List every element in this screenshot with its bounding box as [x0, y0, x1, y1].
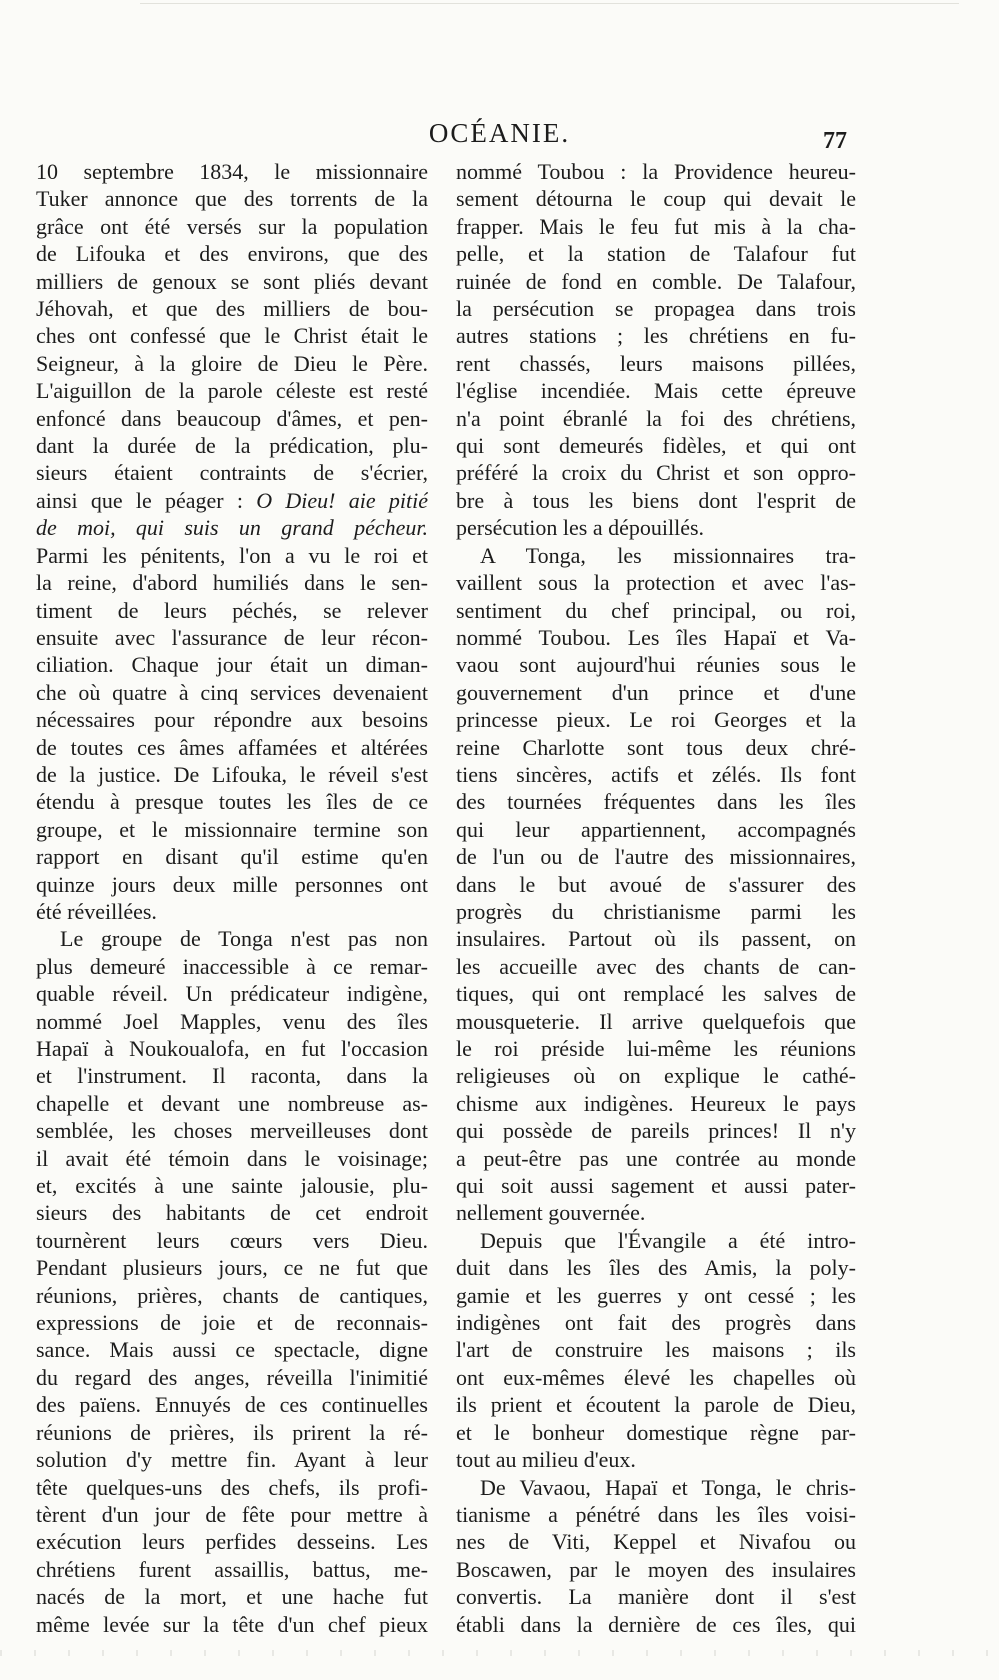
text-line: timent de leurs péchés, se relever [36, 597, 428, 623]
text-line: ruinée de fond en comble. De Talafour, [456, 268, 856, 294]
text-line-mixed [36, 487, 428, 514]
text-line: che où quatre à cinq services devenaient [36, 679, 428, 705]
text-line: autres stations ; les chrétiens en fu- [456, 323, 856, 349]
text-line-italic [36, 514, 428, 541]
text-line: de la justice. De Lifouka, le réveil s'est [36, 761, 428, 787]
text-line: sement détourna le coup qui devait le [456, 186, 856, 212]
text-line: nommé Toubou. Les îles Hapaï et Va- [456, 624, 856, 650]
text-line: plus demeuré inaccessible à ce remar- [36, 953, 428, 979]
text-line: qui possède de pareils princes! Il n'y [456, 1118, 856, 1144]
text-line: l'art de construire les maisons ; ils [456, 1337, 856, 1363]
text-line: et l'instrument. Il raconta, dans la [36, 1063, 428, 1089]
text-line: ciliation. Chaque jour était un diman- [36, 652, 428, 678]
text-line: convertis. La manière dont il s'est [456, 1584, 856, 1610]
italic-quote: qui suis un grand pécheur. [135, 515, 428, 541]
text-line: ils prient et écoutent la parole de Dieu, [456, 1392, 856, 1418]
text-line: nellement gouvernée. [456, 1200, 646, 1226]
text-line: expressions de joie et de reconnais- [36, 1310, 428, 1336]
text-line: Depuis que l'Évangile a été intro- [480, 1227, 856, 1253]
text-line: réunions de prières, ils prirent la ré- [36, 1419, 428, 1445]
text-line: A Tonga, les missionnaires tra- [480, 542, 856, 568]
text-line: et le bonheur domestique règne par- [456, 1419, 856, 1445]
text-line: tèrent d'un jour de fête pour mettre à [36, 1501, 428, 1527]
text-line: dant la durée de la prédication, plu- [36, 433, 428, 459]
text-line: rapport en disant qu'il estime qu'en [36, 844, 428, 870]
text-line: solution d'y mettre fin. Ayant à leur [36, 1447, 428, 1473]
text-line: duit dans les îles des Amis, la poly- [456, 1255, 856, 1281]
text-line: quable réveil. Un prédicateur indigène, [36, 981, 428, 1007]
text-line: Boscawen, par le moyen des insulaires [456, 1556, 856, 1582]
text-line: grâce ont été versés sur la population [36, 213, 428, 239]
text-line: des païens. Ennuyés de ces continuelles [36, 1392, 428, 1418]
scan-artifact-dots [0, 1650, 999, 1656]
text-line: exécution leurs perfides desseins. Les [36, 1529, 428, 1555]
text-line: quinze jours deux mille personnes ont [36, 871, 428, 897]
text-line: nécessaires pour répondre aux besoins [36, 707, 428, 733]
text-line: reine Charlotte sont tous deux chré- [456, 734, 856, 760]
text-line: Jéhovah, et que des milliers de bou- [36, 296, 428, 322]
text-line: préféré la croix du Christ et son oppro- [456, 460, 856, 486]
text-line: vaou sont aujourd'hui réunies sous le [456, 652, 856, 678]
text-line: nes de Viti, Keppel et Nivafou ou [456, 1529, 856, 1555]
text-line: religieuses où on explique le cathé- [456, 1063, 856, 1089]
text-line: nommé Joel Mapples, venu des îles [36, 1008, 428, 1034]
text-line: semblée, les choses merveilleuses dont [36, 1118, 428, 1144]
text-line: ches ont confessé que le Christ était le [36, 323, 428, 349]
text-line: De Vavaou, Hapaï et Tonga, le chris- [480, 1474, 856, 1500]
text-line: Parmi les pénitents, l'on a vu le roi et [36, 542, 428, 568]
text-line: les accueille avec des chants de can- [456, 953, 856, 979]
text-line: indigènes ont fait des progrès dans [456, 1310, 856, 1336]
text-line: progrès du christianisme parmi les [456, 898, 856, 924]
text-line: chisme aux indigènes. Heureux le pays [456, 1090, 856, 1116]
running-header: OCÉANIE. [428, 118, 571, 148]
text-line: enfoncé dans beaucoup d'âmes, et pen- [36, 405, 428, 431]
text-line: de toutes ces âmes affamées et altérées [36, 734, 428, 760]
text-line: ensuite avec l'assurance de leur récon- [36, 624, 428, 650]
text-line: réunions, prières, chants de cantiques, [36, 1282, 428, 1308]
text-line: des tournées fréquentes dans les îles [456, 789, 856, 815]
text-line: vaillent sous la protection et avec l'as- [456, 570, 856, 596]
text-line: insulaires. Partout où ils passent, on [456, 926, 856, 952]
text-line: qui soit aussi sagement et aussi pater- [456, 1173, 856, 1199]
text-line: établi dans la dernière de ces îles, qui [456, 1611, 856, 1637]
text-line: Le groupe de Tonga n'est pas non [60, 926, 428, 952]
text-line: rent chassés, leurs maisons pillées, [456, 350, 856, 376]
text-line: ont eux-mêmes élevé les chapelles où [456, 1364, 856, 1390]
text-fragment: ainsi que le péager : [36, 487, 257, 513]
text-line: sieurs étaient contraints de s'écrier, [36, 460, 428, 486]
text-line: la reine, d'abord humiliés dans le sen- [36, 570, 428, 596]
italic-quote: de moi, [36, 515, 116, 541]
text-line: tournèrent leurs cœurs vers Dieu. [36, 1227, 428, 1253]
text-line: milliers de genoux se sont pliés devant [36, 268, 428, 294]
text-line: tête quelques-uns des chefs, ils profi- [36, 1474, 428, 1500]
text-line: il avait été témoin dans le voisinage; [36, 1145, 428, 1171]
text-line: nommé Toubou : la Providence heureu- [456, 159, 856, 184]
text-line: étendu à presque toutes les îles de ce [36, 789, 428, 815]
text-line: chrétiens furent assaillis, battus, me- [36, 1556, 428, 1582]
text-line: gamie et les guerres y ont cessé ; les [456, 1282, 856, 1308]
italic-quote: O Dieu! aie pitié [256, 487, 428, 513]
text-line: même levée sur la tête d'un chef pieux [36, 1611, 428, 1637]
text-line: mousqueterie. Il arrive quelquefois que [456, 1008, 856, 1034]
text-line: persécution les a dépouillés. [456, 515, 705, 541]
text-line: a peut-être pas une contrée au monde [456, 1145, 856, 1171]
text-line: et, excités à une sainte jalousie, plu- [36, 1173, 428, 1199]
text-line: bre à tous les biens dont l'esprit de [456, 487, 856, 513]
scan-edge-line [140, 3, 959, 4]
text-line: tianisme a pénétré dans les îles voisi- [456, 1501, 856, 1527]
text-line: été réveillées. [36, 898, 157, 924]
text-line: qui sont demeurés fidèles, et qui ont [456, 433, 856, 459]
text-line: 10 septembre 1834, le missionnaire [36, 159, 428, 184]
text-line: sance. Mais aussi ce spectacle, digne [36, 1337, 428, 1363]
right-column [456, 158, 856, 1638]
text-line: L'aiguillon de la parole céleste est resté [36, 378, 428, 404]
text-line: la persécution se propagea dans trois [456, 296, 856, 322]
text-line: n'a point ébranlé la foi des chrétiens, [456, 405, 856, 431]
text-line: de Lifouka et des environs, que des [36, 241, 428, 267]
text-line: de l'un ou de l'autre des missionnaires, [456, 844, 856, 870]
text-line: Seigneur, à la gloire de Dieu le Père. [36, 350, 428, 376]
left-column [36, 158, 428, 1638]
page-number: 77 [823, 128, 847, 154]
text-line: nacés de la mort, et une hache fut [36, 1584, 428, 1610]
text-line: groupe, et le missionnaire termine son [36, 816, 428, 842]
text-line: du regard des anges, réveilla l'inimitié [36, 1364, 428, 1390]
text-line: sieurs des habitants de cet endroit [36, 1200, 428, 1226]
text-line: tout au milieu d'eux. [456, 1447, 636, 1473]
text-line: gouvernement d'un prince et d'une [456, 679, 856, 705]
text-line: princesse pieux. Le roi Georges et la [456, 707, 856, 733]
text-line: l'église incendiée. Mais cette épreuve [456, 378, 856, 404]
text-line: chapelle et devant une nombreuse as- [36, 1090, 428, 1116]
text-line: tiques, qui ont remplacé les salves de [456, 981, 856, 1007]
text-line: frapper. Mais le feu fut mis à la cha- [456, 213, 856, 239]
text-line: Pendant plusieurs jours, ce ne fut que [36, 1255, 428, 1281]
text-line: pelle, et la station de Talafour fut [456, 241, 856, 267]
text-line: dans le but avoué de s'assurer des [456, 871, 856, 897]
text-line: le roi préside lui-même les réunions [456, 1036, 856, 1061]
text-line: Tuker annonce que des torrents de la [36, 186, 428, 212]
text-line: sentiment du chef principal, ou roi, [456, 597, 856, 623]
text-line: Hapaï à Noukoualofa, en fut l'occasion [36, 1036, 428, 1061]
text-line: qui leur appartiennent, accompagnés [456, 816, 856, 842]
text-line: tiens sincères, actifs et zélés. Ils font [456, 761, 856, 787]
